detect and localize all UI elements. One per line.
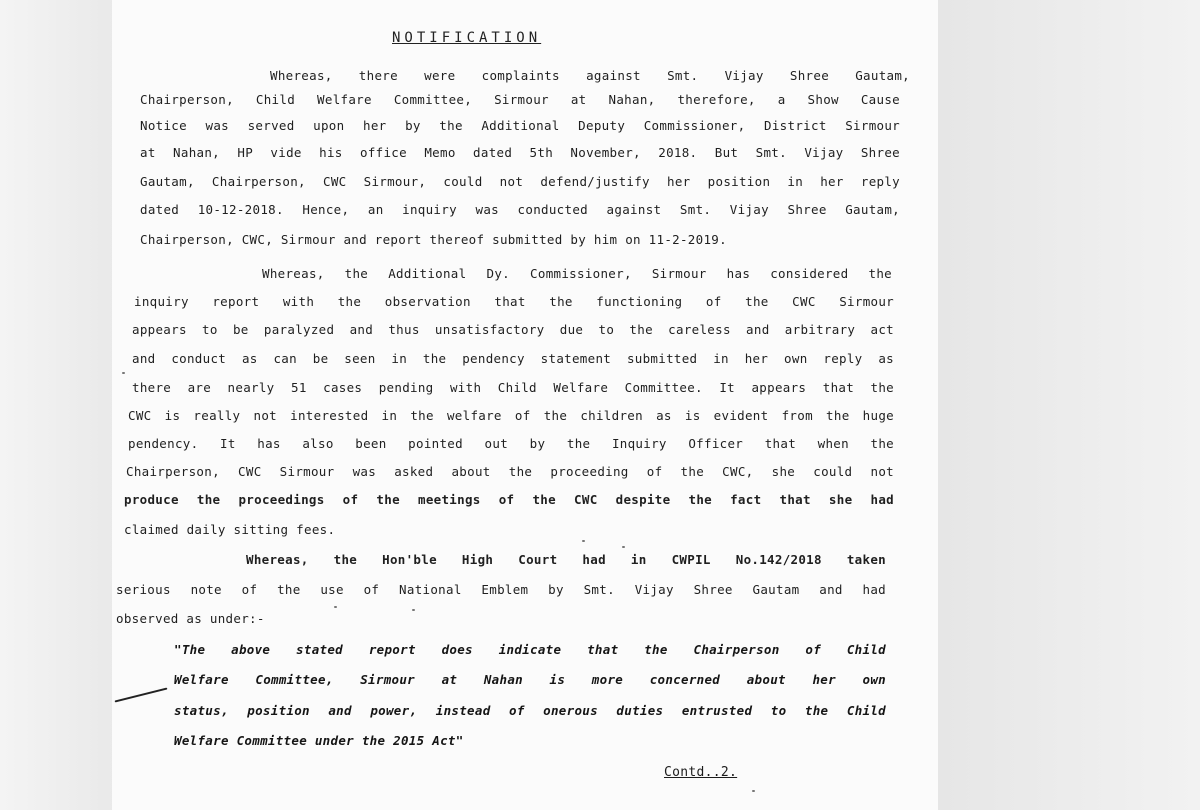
paragraph-1-line-4: at Nahan, HP vide his office Memo dated 5th November, 2018. But Smt. Vijay Shree bbox=[140, 145, 900, 160]
paragraph-2-line-8: Chairperson, CWC Sirmour was asked about the proceeding of the CWC, she could not bbox=[126, 464, 894, 479]
paragraph-1-line-2: Chairperson, Child Welfare Committee, Sirmour at Nahan, therefore, a Show Cause bbox=[140, 92, 900, 107]
scan-speck bbox=[752, 790, 755, 792]
paragraph-2-line-10: claimed daily sitting fees. bbox=[124, 522, 336, 537]
paragraph-1-line-7: Chairperson, CWC, Sirmour and report thereof submitted by him on 11-2-2019. bbox=[140, 232, 727, 247]
scan-speck bbox=[582, 540, 585, 542]
continuation-note: Contd..2. bbox=[664, 765, 738, 780]
scan-speck bbox=[622, 546, 625, 548]
document-title: NOTIFICATION bbox=[392, 30, 542, 46]
paragraph-2-line-2: inquiry report with the observation that the functioning of the CWC Sirmour bbox=[134, 294, 894, 309]
paragraph-2-line-3: appears to be paralyzed and thus unsatisfactory due to the careless and arbitrary act bbox=[132, 322, 894, 337]
paragraph-1-line-1: Whereas, there were complaints against Smt. Vijay Shree Gautam, bbox=[270, 68, 910, 83]
paragraph-2-line-9: produce the proceedings of the meetings of the CWC despite the fact that she had bbox=[124, 492, 894, 507]
scan-background-left bbox=[0, 0, 115, 810]
notification-body bbox=[112, 0, 938, 810]
scan-background-right bbox=[938, 0, 1200, 810]
document-page bbox=[112, 0, 938, 810]
scan-speck bbox=[412, 609, 415, 611]
paragraph-3-line-2: serious note of the use of National Emblem by Smt. Vijay Shree Gautam and had bbox=[116, 582, 886, 597]
quote-line-3: status, position and power, instead of onerous duties entrusted to the Child bbox=[174, 703, 886, 718]
paragraph-2-line-7: pendency. It has also been pointed out by the Inquiry Officer that when the bbox=[128, 436, 894, 451]
paragraph-1-line-6: dated 10-12-2018. Hence, an inquiry was conducted against Smt. Vijay Shree Gautam, bbox=[140, 202, 900, 217]
paragraph-2-line-6: CWC is really not interested in the welfare of the children as is evident from the huge bbox=[128, 408, 894, 423]
quote-line-1: "The above stated report does indicate that the Chairperson of Child bbox=[174, 642, 886, 657]
paragraph-2-line-1: Whereas, the Additional Dy. Commissioner, Sirmour has considered the bbox=[262, 266, 892, 281]
paragraph-1-line-5: Gautam, Chairperson, CWC Sirmour, could not defend/justify her position in her reply bbox=[140, 174, 900, 189]
paragraph-1-line-3: Notice was served upon her by the Additional Deputy Commissioner, District Sirmour bbox=[140, 118, 900, 133]
scan-speck bbox=[334, 606, 337, 608]
quote-line-2: Welfare Committee, Sirmour at Nahan is more concerned about her own bbox=[174, 672, 886, 687]
paragraph-2-line-5: there are nearly 51 cases pending with Child Welfare Committee. It appears that the bbox=[132, 380, 894, 395]
paragraph-2-line-4: and conduct as can be seen in the pendency statement submitted in her own reply as bbox=[132, 351, 894, 366]
paragraph-3-line-3: observed as under:- bbox=[116, 611, 265, 626]
quote-line-4: Welfare Committee under the 2015 Act" bbox=[174, 733, 464, 748]
scan-speck bbox=[122, 372, 125, 374]
margin-pen-mark bbox=[115, 687, 168, 702]
paragraph-3-line-1: Whereas, the Hon'ble High Court had in CWPIL No.142/2018 taken bbox=[246, 552, 886, 567]
